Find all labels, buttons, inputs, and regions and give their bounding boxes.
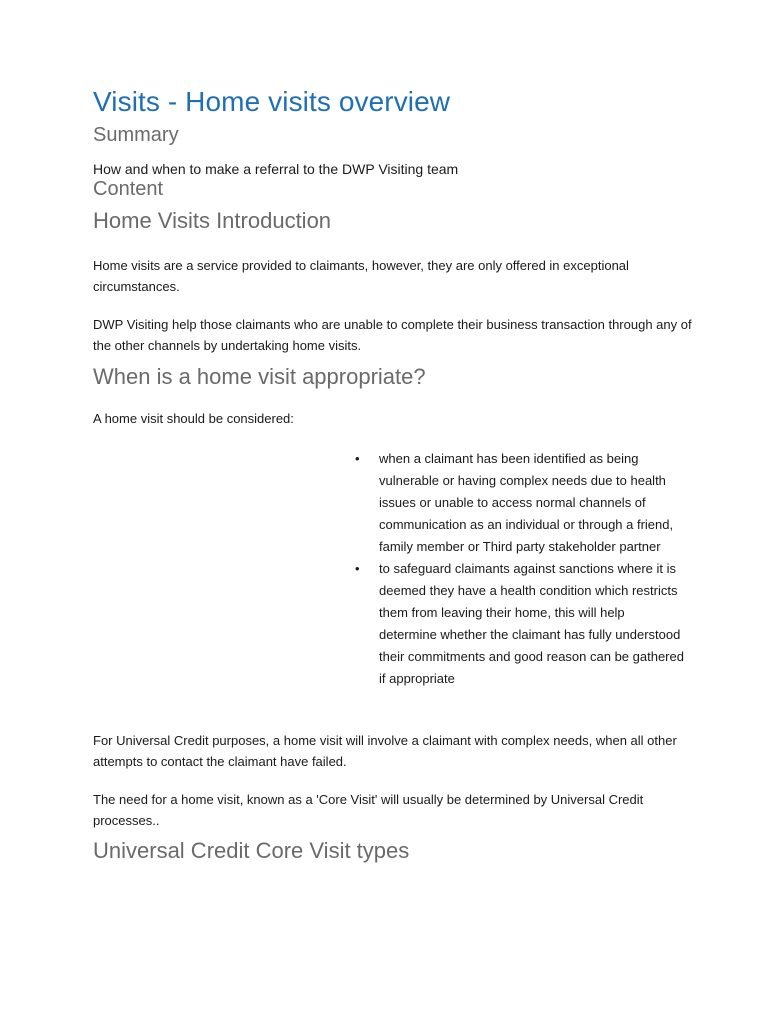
bullet-text: to safeguard claimants against sanctions where it is deemed they have a health condition which restricts them from leaving their home, this will help determine whether the claimant has fully understood their commitments and good reason can be gathered if appropriate (379, 561, 684, 686)
summary-text: How and when to make a referral to the DWP Visiting team (93, 161, 459, 177)
appropriate-bullet-list (355, 448, 685, 690)
intro-paragraph: Home visits are a service provided to claimants, however, they are only offered in exceptional circumstances. (93, 258, 629, 294)
appropriate-lead-text: A home visit should be considered: (93, 411, 294, 426)
appropriate-paragraph: The need for a home visit, known as a 'Core Visit' will usually be determined by Universal Credit processes.. (93, 792, 644, 828)
page-title: Visits - Home visits overview (93, 86, 451, 117)
bullet-item (355, 448, 685, 558)
section-heading-intro: Home Visits Introduction (93, 208, 332, 233)
bullet-text: when a claimant has been identified as being vulnerable or having complex needs due to health issues or unable to access normal channels of communication as an individual or through a friend, family member or Third party stakeholder partner (379, 451, 674, 554)
intro-paragraph: DWP Visiting help those claimants who are unable to complete their business transaction through any of the other channels by undertaking home visits. (93, 317, 692, 353)
bullet-item (355, 558, 685, 690)
bullet-icon: • (355, 561, 360, 576)
bullet-icon: • (355, 451, 360, 466)
section-heading-appropriate: When is a home visit appropriate? (93, 364, 426, 389)
appropriate-paragraph: For Universal Credit purposes, a home visit will involve a claimant with complex needs, when all other attempts to contact the claimant have failed. (93, 733, 677, 769)
section-heading-core-visit-types: Universal Credit Core Visit types (93, 838, 410, 863)
content-heading: Content (93, 178, 164, 200)
summary-heading: Summary (93, 124, 179, 146)
